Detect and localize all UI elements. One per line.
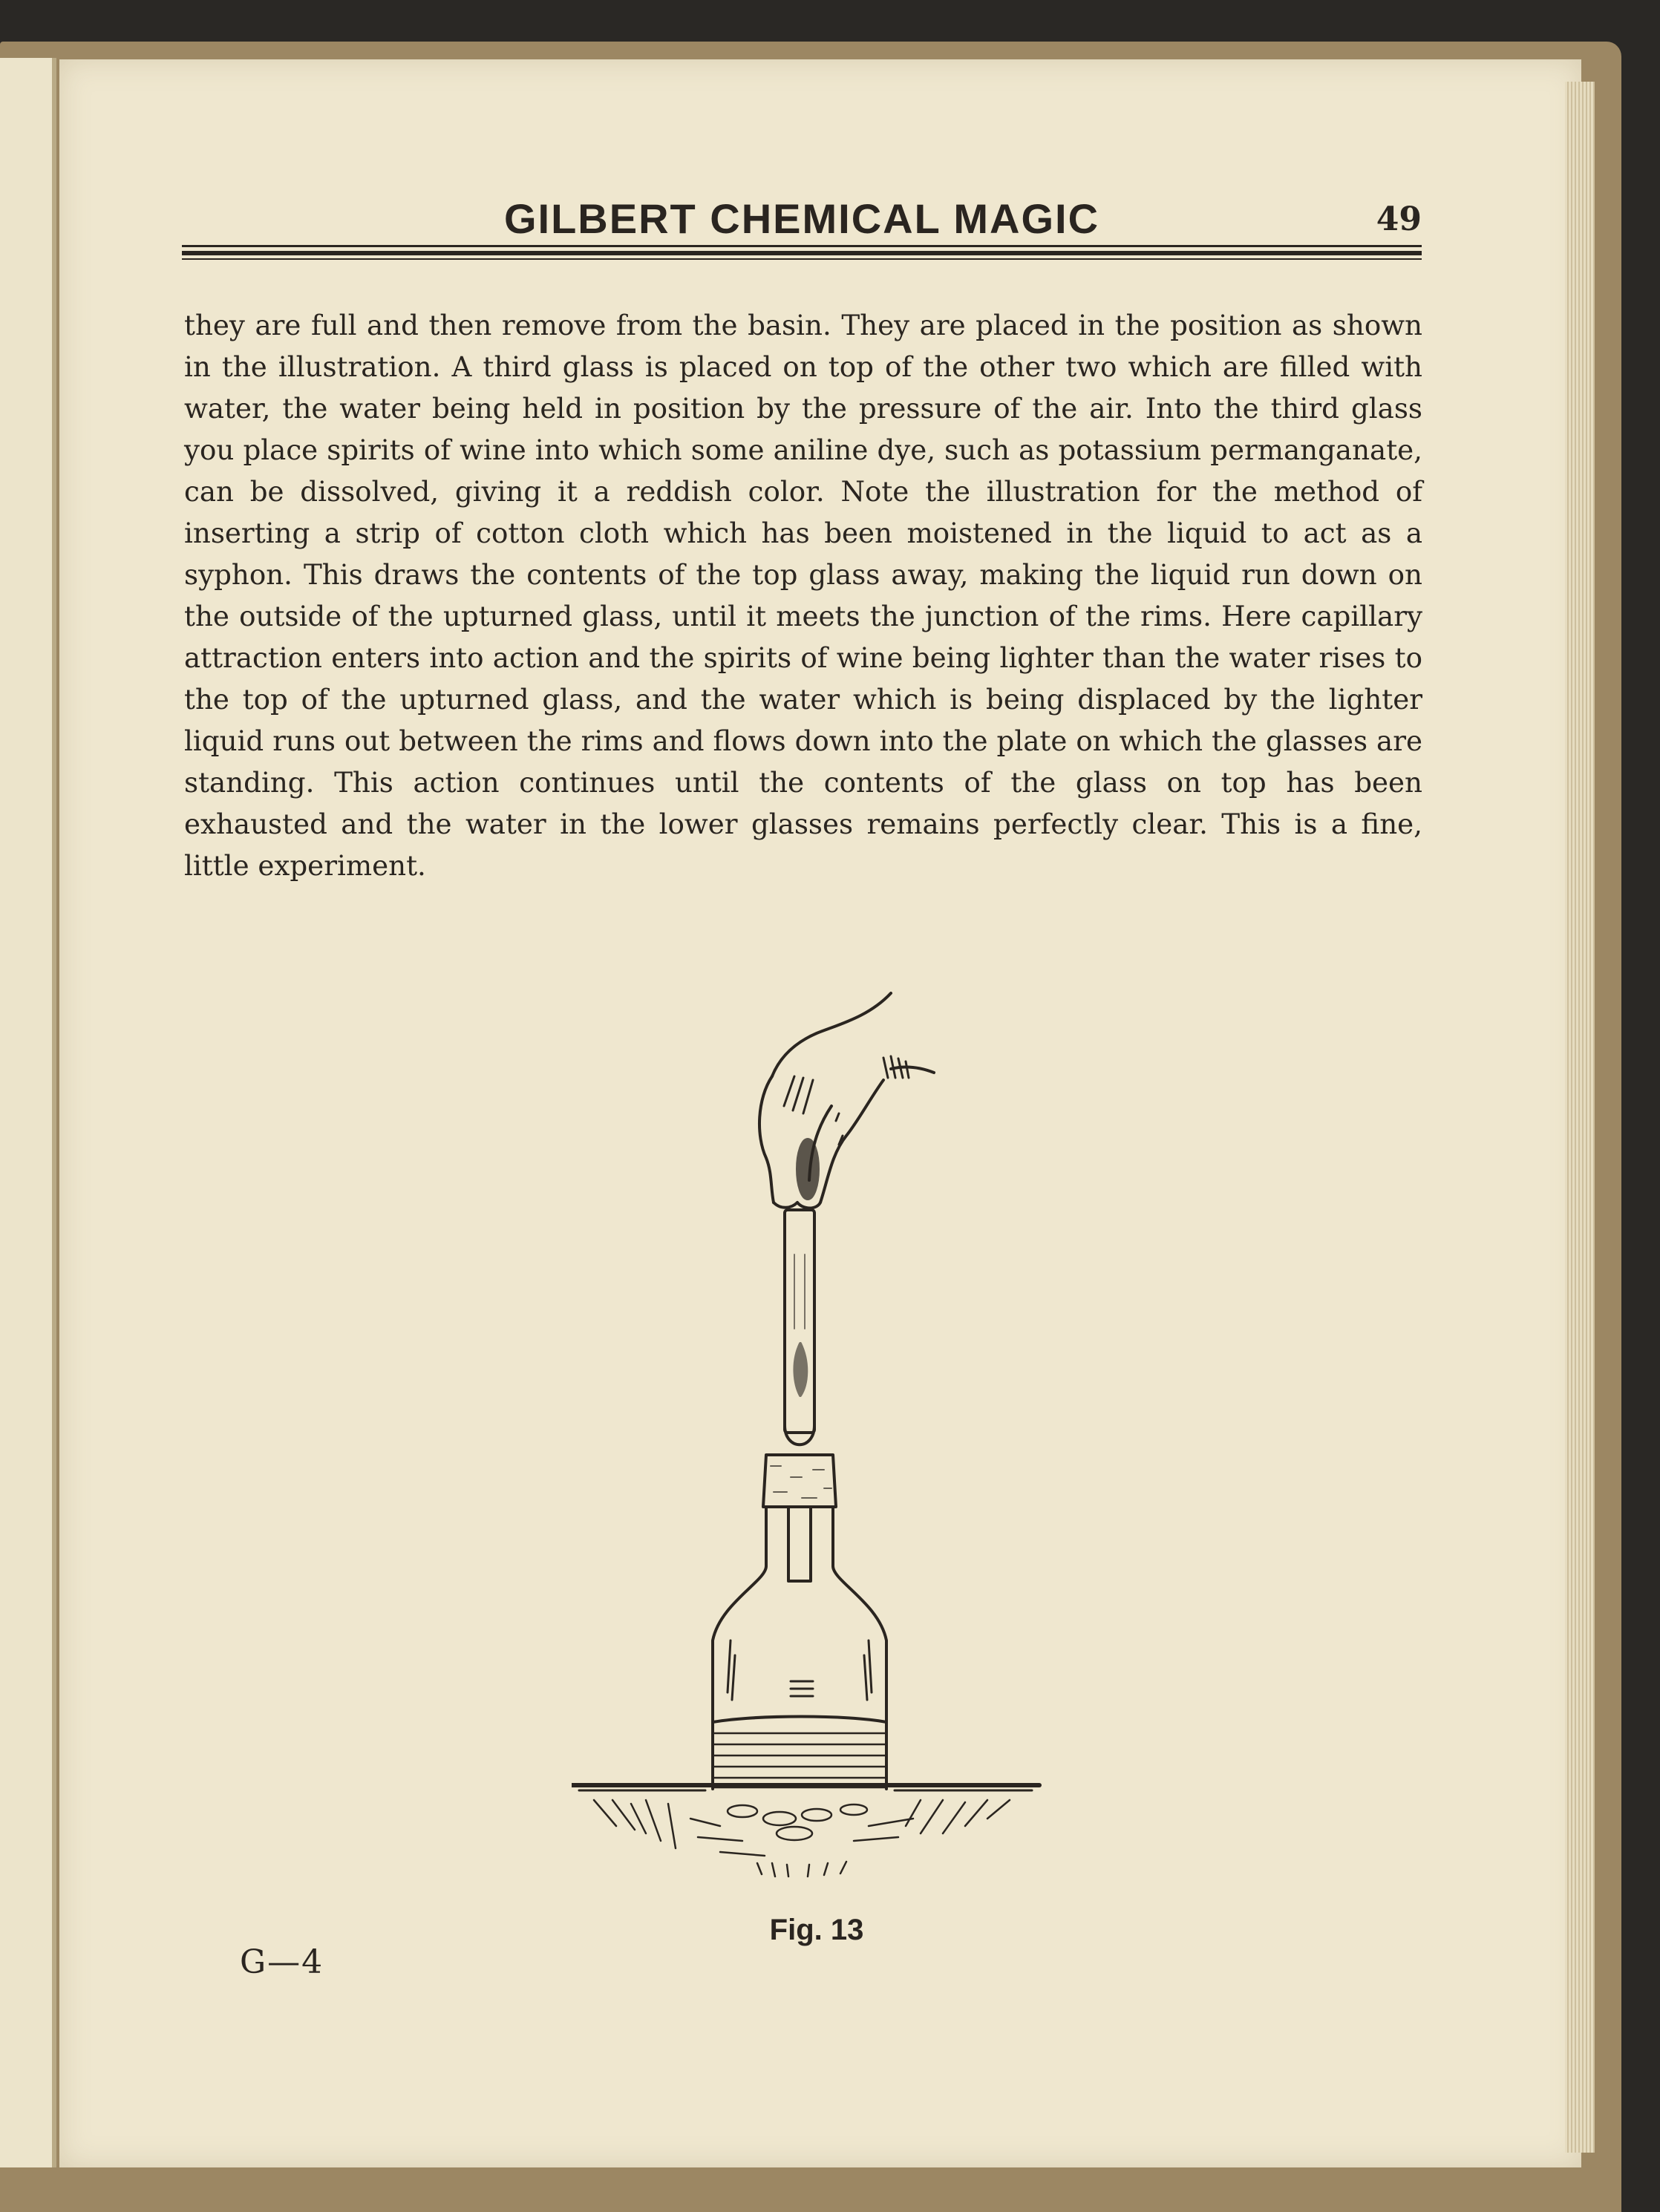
hand-tube-bottle-illustration: [572, 987, 1047, 1878]
body-paragraph: they are full and then remove from the basin. They are placed in the position as shown in the illustration. A third glass is placed on top of the other two which are filled with water, the water being held in position by the pressure of the air. Into the third glass you place spirits of wine into which some aniline dye, such as potassium permanganate, can be dissolved, giving it a reddish color. Note the illustration for the method of inserting a strip of cotton cloth which has been moistened in the liquid to act as a syphon. This draws the contents of the top glass away, making the liquid run down on the outside of the upturned glass, until it meets the junction of the rims. Here capillary attraction enters into action and the spirits of wine being lighter than the water rises to the top of the upturned glass, and the water which is being displaced by the lighter liquid runs out between the rims and flows down into the plate on which the glasses are standing. This action continues until the contents of the glass on top has been exhausted and the water in the lower glasses remains perfectly clear. This is a fine, little experiment.: [184, 309, 1422, 882]
header-rule-middle: [182, 251, 1422, 255]
header-rule-bottom: [182, 258, 1422, 260]
running-title: GILBERT CHEMICAL MAGIC: [503, 195, 1100, 242]
page-block-edges: [1565, 82, 1595, 2153]
signature-mark: G—4: [240, 1943, 324, 1981]
header-rule-top: [182, 245, 1422, 247]
facing-page-edge: [0, 58, 56, 2167]
page-number: 49: [1376, 200, 1422, 238]
figure-caption: Fig. 13: [769, 1914, 864, 1946]
running-header: [182, 194, 1422, 242]
